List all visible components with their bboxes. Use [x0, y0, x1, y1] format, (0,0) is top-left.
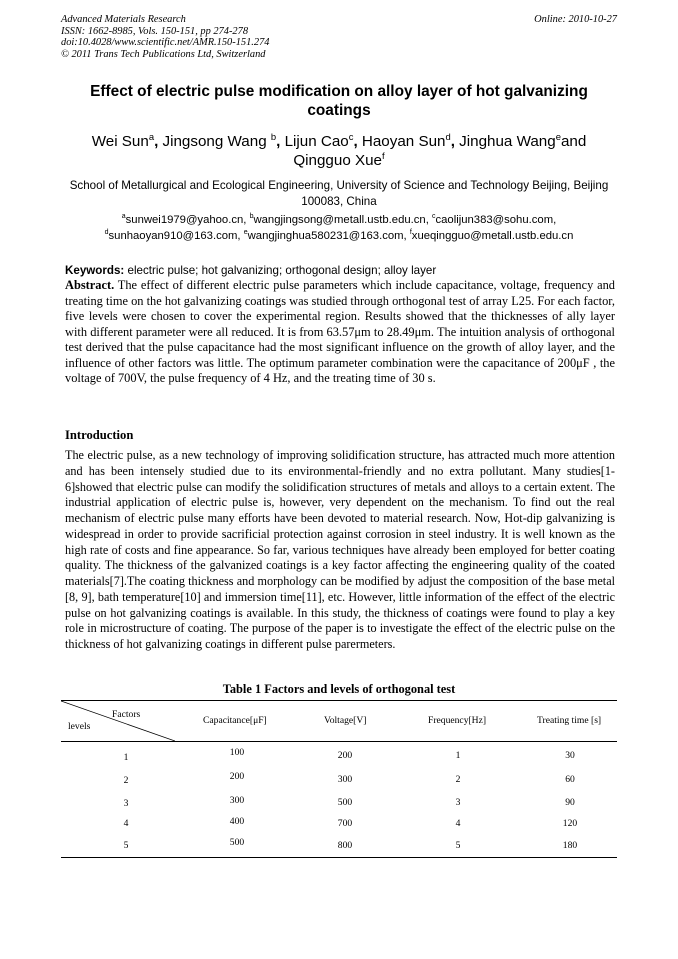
table-cell: 30	[565, 750, 575, 761]
email-sup: f	[409, 228, 412, 236]
email-sup: a	[121, 213, 126, 221]
column-header: Treating time [s]	[537, 715, 602, 726]
table-cell: 4	[123, 818, 129, 829]
table-cell: 200	[337, 750, 353, 761]
email-address: caolijun383@sohu.com,	[435, 214, 557, 226]
issn-line: ISSN: 1662-8985, Vols. 150-151, pp 274-278	[61, 25, 249, 37]
keywords-text: electric pulse; hot galvanizing; orthogonal design; alloy layer	[124, 264, 437, 277]
table-cell: 3	[123, 798, 129, 809]
author-separator: ,	[154, 133, 163, 150]
doi-line: doi:10.4028/www.scientific.net/AMR.150-151.274	[61, 37, 270, 49]
email-sup: e	[243, 228, 248, 236]
author-sup: a	[148, 130, 155, 142]
table-cell: 5	[455, 840, 461, 851]
email-sup: c	[432, 213, 436, 221]
introduction-heading: Introduction	[65, 428, 134, 442]
abstract-paragraph	[65, 278, 615, 387]
email-address: sunwei1979@yahoo.cn,	[125, 214, 250, 226]
table-cell: 2	[455, 774, 461, 785]
author-sup: d	[445, 130, 451, 142]
table-cell: 1	[123, 752, 129, 763]
author-name: Qingguo Xue	[293, 152, 383, 169]
table-cell: 5	[123, 840, 129, 851]
email-sup: d	[104, 228, 109, 236]
table-caption: Table 1 Factors and levels of orthogonal test	[222, 682, 456, 696]
table-cell: 1	[455, 750, 461, 761]
author-name: Wei Sun	[91, 133, 149, 150]
table-cell: 500	[337, 797, 353, 808]
author-sup: c	[348, 130, 354, 142]
author-separator: and	[560, 133, 587, 150]
abstract-label: Abstract.	[65, 278, 115, 292]
keywords-label: Keywords:	[65, 264, 125, 277]
column-header: Voltage[V]	[324, 715, 367, 726]
journal-header	[61, 14, 617, 60]
email-address: sunhaoyan910@163.com,	[108, 229, 244, 242]
corner-header-factors: Factors	[112, 709, 141, 720]
author-list	[61, 132, 617, 170]
table-cell: 100	[229, 747, 245, 758]
author-sup: b	[270, 130, 277, 142]
email-sup: b	[249, 213, 254, 221]
author-separator: ,	[450, 133, 460, 150]
table-header-rule	[61, 741, 617, 742]
author-name: Haoyan Sun	[361, 133, 446, 150]
paper-title: Effect of electric pulse modification on alloy layer of hot galvanizing coatings	[90, 83, 588, 119]
online-date: Online: 2010-10-27	[534, 14, 617, 25]
table-bottom-rule	[61, 857, 617, 858]
author-name: Jinghua Wang	[459, 133, 556, 150]
author-name: Jingsong Wang	[162, 133, 271, 150]
table-cell: 60	[565, 774, 575, 785]
table-cell: 400	[229, 816, 245, 827]
table-cell: 300	[337, 774, 353, 785]
table-cell: 120	[562, 818, 578, 829]
email-list	[61, 213, 617, 244]
author-separator: ,	[276, 133, 285, 150]
author-sup: e	[555, 130, 561, 142]
affiliation: School of Metallurgical and Ecological Engineering, University of Science and Technology Beijing, Beijing 100083, China	[69, 179, 609, 208]
table-cell: 200	[229, 771, 245, 782]
email-address: wangjingsong@metall.ustb.edu.cn,	[253, 214, 432, 226]
column-header: Capacitance[μF]	[203, 715, 267, 726]
journal-name: Advanced Materials Research	[61, 14, 186, 25]
corner-header-levels: levels	[68, 721, 91, 732]
author-name: Lijun Cao	[284, 133, 349, 150]
keywords-line	[65, 263, 617, 278]
author-separator: ,	[353, 133, 362, 150]
table-cell: 800	[337, 840, 353, 851]
column-header: Frequency[Hz]	[428, 715, 487, 726]
table-cell: 4	[455, 818, 461, 829]
table-cell: 300	[229, 795, 245, 806]
copyright-line: © 2011 Trans Tech Publications Ltd, Switzerland	[61, 48, 266, 60]
email-address: wangjinghua580231@163.com,	[247, 229, 410, 242]
introduction-paragraph: The electric pulse, as a new technology of improving solidification structure, has attracted much more attention and has been intensely studied due to its environmental-friendly and no extra pollutant. Many studies[1-6]showed that electric pulse can modify the solidification structures of metals and alloys to a certain extent. The industrial application of electric pulse is, however, very dependent on the mechanism. To find out the real mechanism of electric pulse many efforts have been devoted to material research. Now, Hot-dip galvanizing is widespread in order to provide sacrificial protection against corrosion in steel industry. It is well known as the high rate of costs and fine appearance. So far, various techniques have already been employed for better coating quality. The thickness of the galvanized coatings is a key factor affecting the engineering quality of the coated materials[7].The coating thickness and morphology can be modified by adjust the composition of the base metal [8, 9], bath temperature[10] and immersion time[11], etc. However, little information of the effect of the electric pulse on hot galvanizing coatings is available. In this study, the thickness of coatings were found to play a key role in microstructure of coating. The purpose of the paper is to investigate the effect of the electric pulse on the thickness of hot galvanizing coatings in different pulse parermeters.	[65, 448, 615, 651]
author-sup: f	[382, 149, 385, 161]
table-cell: 3	[455, 797, 461, 808]
table-cell: 500	[229, 837, 245, 848]
table-cell: 90	[565, 797, 575, 808]
table-cell: 2	[123, 775, 129, 786]
table-cell: 180	[562, 840, 578, 851]
table-cell: 700	[337, 818, 353, 829]
abstract-text: The effect of different electric pulse parameters which include capacitance, voltage, frequency and treating time on the hot galvanizing coatings was studied through orthogonal test of array L25. For each factor, five levels were chosen to cover the experimental region. Results showed that the thicknesses of ally layer with different parameter were all reduced. It is from 63.57μm to 28.49μm. The intuition analysis of orthogonal test derived that the pulse capacitance had the most significant influence on the growth of alloy layer, and the influence of other factors was little. The optimum parameter combination were the capacitance of 200μF , the voltage of 700V, the pulse frequency of 4 Hz, and the treating time of 30 s.	[65, 278, 615, 385]
email-address: xueqingguo@metall.ustb.edu.cn	[411, 229, 574, 242]
